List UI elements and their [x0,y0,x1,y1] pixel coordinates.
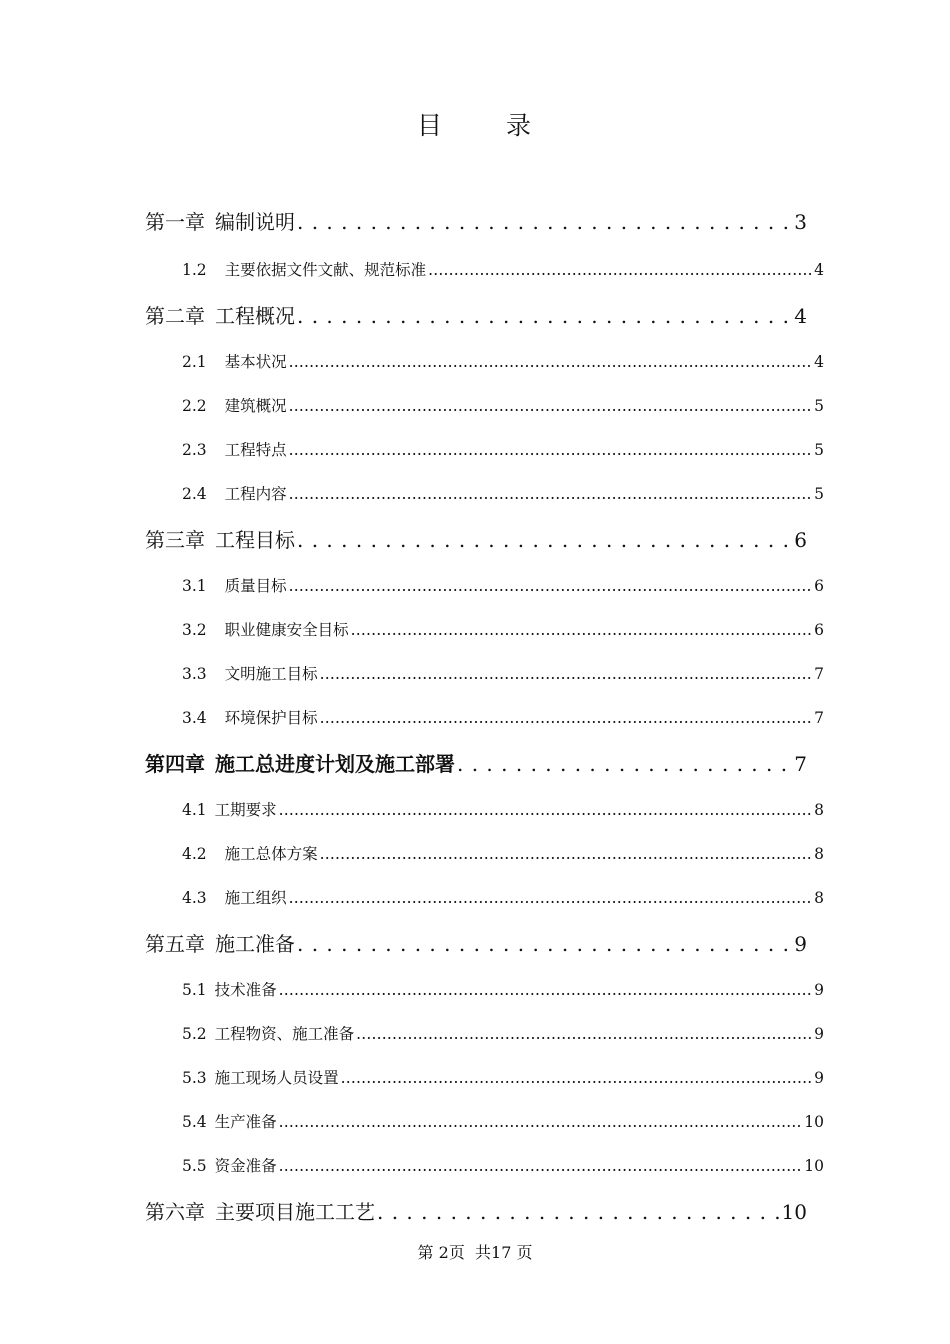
toc-entry-number: 第三章 [145,528,205,552]
toc-chapter-entry[interactable] [145,1196,807,1226]
toc-section-entry[interactable] [182,394,824,418]
toc-entry-title: 施工总进度计划及施工部署 [215,752,455,776]
toc-section-entry[interactable] [182,706,824,730]
toc-entry-title: 工程特点 [224,441,287,459]
toc-entry-number: 第五章 [145,932,205,956]
toc-dot-leader [289,485,812,503]
toc-entry-title: 职业健康安全目标 [224,621,349,639]
toc-dot-leader [341,1069,812,1087]
toc-dot-leader [428,261,812,279]
toc-section-entry[interactable] [182,258,824,282]
toc-entry-title: 工程目标 [215,528,295,552]
toc-entry-title: 施工准备 [215,932,295,956]
toc-entry-page-number: 4 [794,304,807,328]
toc-dot-leader [351,621,812,639]
toc-entry-title: 主要依据文件文献、规范标准 [224,261,427,279]
toc-entry-page-number: 3 [794,210,807,234]
toc-entry-number: 第四章 [145,752,205,776]
toc-section-entry[interactable] [182,438,824,462]
toc-entry-number: 第六章 [145,1200,205,1224]
toc-entry-page-number: 5 [814,397,824,415]
toc-entry-title: 编制说明 [215,210,295,234]
toc-entry-number: 4.2 [182,845,207,863]
toc-entry-title: 工程物资、施工准备 [214,1025,355,1043]
toc-dot-leader [457,752,792,776]
toc-entry-number: 4.3 [182,889,207,907]
toc-entry-page-number: 10 [781,1200,807,1224]
toc-chapter-entry[interactable] [145,300,807,330]
toc-entry-title: 资金准备 [214,1157,277,1175]
toc-entry-title: 质量目标 [224,577,287,595]
toc-entry-number: 5.3 [182,1069,207,1087]
toc-entry-number: 2.3 [182,441,207,459]
toc-dot-leader [279,1113,803,1131]
toc-entry-title: 工程内容 [224,485,287,503]
toc-entry-title: 施工组织 [224,889,287,907]
toc-entry-page-number: 9 [814,1069,824,1087]
toc-entry-number: 2.1 [182,353,207,371]
toc-entry-title: 基本状况 [224,353,287,371]
toc-section-entry[interactable] [182,798,824,822]
toc-entry-page-number: 8 [814,801,824,819]
toc-dot-leader [279,801,812,819]
toc-entry-number: 2.2 [182,397,207,415]
toc-chapter-entry[interactable] [145,206,807,236]
toc-dot-leader [279,1157,803,1175]
toc-section-entry[interactable] [182,1022,824,1046]
toc-dot-leader [320,665,812,683]
toc-section-entry[interactable] [182,482,824,506]
toc-entry-number: 5.2 [182,1025,207,1043]
toc-entry-page-number: 4 [814,353,824,371]
toc-section-entry[interactable] [182,886,824,910]
toc-entry-number: 3.1 [182,577,207,595]
toc-dot-leader [289,397,812,415]
toc-entry-page-number: 7 [814,709,824,727]
toc-entry-page-number: 9 [814,1025,824,1043]
toc-entry-title: 生产准备 [214,1113,277,1131]
toc-entry-number: 4.1 [182,801,207,819]
toc-dot-leader [279,981,812,999]
toc-dot-leader [289,353,812,371]
toc-section-entry[interactable] [182,574,824,598]
toc-dot-leader [297,304,792,328]
toc-section-entry[interactable] [182,1110,824,1134]
toc-entry-page-number: 5 [814,485,824,503]
toc-section-entry[interactable] [182,842,824,866]
toc-entry-title: 工期要求 [214,801,277,819]
page-footer [0,1240,950,1263]
toc-entry-page-number: 8 [814,845,824,863]
toc-chapter-entry[interactable] [145,524,807,554]
toc-entry-number: 5.4 [182,1113,207,1131]
toc-entry-page-number: 6 [814,577,824,595]
toc-entry-number: 第二章 [145,304,205,328]
toc-entry-title: 环境保护目标 [224,709,318,727]
toc-section-entry[interactable] [182,978,824,1002]
footer-total-pages: 17 [491,1243,512,1262]
toc-dot-leader [289,441,812,459]
toc-entry-page-number: 9 [814,981,824,999]
toc-entry-page-number: 7 [794,752,807,776]
toc-section-entry[interactable] [182,618,824,642]
toc-entry-title: 文明施工目标 [224,665,318,683]
toc-section-entry[interactable] [182,1154,824,1178]
toc-entry-page-number: 10 [804,1157,824,1175]
toc-entry-number: 2.4 [182,485,207,503]
toc-section-entry[interactable] [182,1066,824,1090]
toc-entry-title: 施工现场人员设置 [214,1069,339,1087]
toc-dot-leader [289,889,812,907]
toc-entry-page-number: 8 [814,889,824,907]
toc-entry-page-number: 10 [804,1113,824,1131]
toc-entry-number: 3.2 [182,621,207,639]
toc-entry-page-number: 6 [814,621,824,639]
footer-total-suffix: 页 [516,1243,533,1262]
toc-dot-leader [320,709,812,727]
toc-entry-title: 技术准备 [214,981,277,999]
toc-entry-page-number: 7 [814,665,824,683]
title-char-left: 目 [416,111,444,140]
footer-current-page: 2 [438,1243,449,1262]
toc-entry-title: 工程概况 [215,304,295,328]
toc-entry-number: 1.2 [182,261,207,279]
toc-entry-number: 第一章 [145,210,205,234]
toc-entry-title: 施工总体方案 [224,845,318,863]
footer-total-prefix: 共 [475,1243,492,1262]
toc-entry-number: 3.4 [182,709,207,727]
toc-dot-leader [289,577,812,595]
toc-entry-title: 建筑概况 [224,397,287,415]
toc-entry-number: 3.3 [182,665,207,683]
toc-chapter-entry[interactable] [145,928,807,958]
footer-prefix: 第 [417,1243,434,1262]
toc-dot-leader [297,210,792,234]
toc-dot-leader [320,845,812,863]
toc-dot-leader [356,1025,812,1043]
toc-section-entry[interactable] [182,350,824,374]
toc-entry-page-number: 4 [814,261,824,279]
toc-dot-leader [297,528,792,552]
title-char-right: 录 [506,111,534,140]
footer-page-word: 页 [448,1243,465,1262]
toc-entry-page-number: 5 [814,441,824,459]
toc-entry-page-number: 6 [794,528,807,552]
toc-section-entry[interactable] [182,662,824,686]
toc-entry-number: 5.5 [182,1157,207,1175]
toc-entry-number: 5.1 [182,981,207,999]
toc-entry-page-number: 9 [794,932,807,956]
toc-dot-leader [297,932,792,956]
toc-chapter-entry[interactable] [145,748,807,778]
toc-entry-title: 主要项目施工工艺 [215,1200,375,1224]
toc-dot-leader [377,1200,780,1224]
